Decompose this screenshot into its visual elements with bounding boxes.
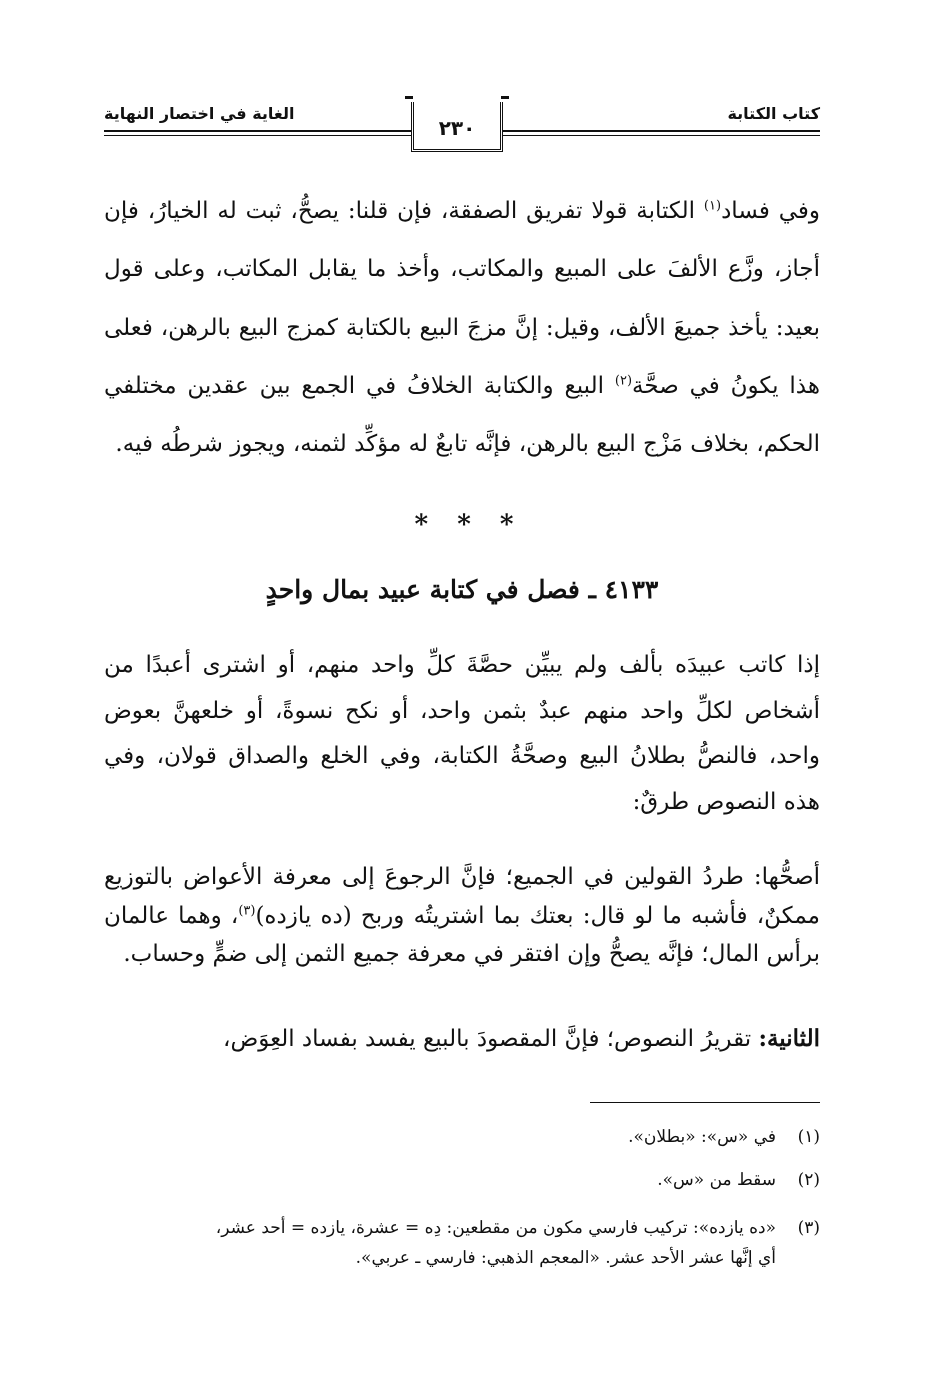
footnote-2: [104, 1165, 820, 1195]
running-header: [104, 96, 820, 154]
paragraph-1-text-b: الكتابة قولا تفريق الصفقة، فإن قلنا: يصحُّ، ثبت له الخيارُ، فإن أجاز، وزَّع الألفَ على المبيع والمكاتب، وأخذ ما يقابل المكاتب، وعلى قول بعيد: يأخذ جميعَ الألف، وقيل: إنَّ مزجَ البيع بالكتابة كمزج البيع بالرهن، فعلى هذا يكونُ في صحَّة: [104, 198, 820, 399]
page-number-frame: [411, 102, 503, 152]
paragraph-1-text-a: وفي فساد: [721, 198, 820, 224]
paragraph-4-text: تقريرُ النصوص؛ فإنَّ المقصودَ بالبيع يفسد بفساد العِوَض،: [223, 1026, 759, 1052]
footnote-3-continuation: أي إنَّها عشر الأحد عشر. «المعجم الذهبي: فارسي ـ عربي».: [355, 1248, 776, 1268]
paragraph-3-text-a: أصحُّها: طردُ القولين في الجميع؛ فإنَّ الرجوعَ إلى معرفة الأعواض بالتوزيع ممكنٌ، فأشبه ما لو قال: بعتك بما اشتريتُه وربح (ده يازده): [104, 864, 820, 929]
footnote-ref-2[interactable]: (٢): [614, 373, 633, 389]
paragraph-3-text-b: ، وهما عالمان برأس المال؛ فإنَّه يصحُّ وإن افتقر في معرفة جميع الثمن إلى ضمٍّ وحساب.: [104, 902, 820, 967]
section-heading: ٤١٣٣ ـ فصل في كتابة عبيد بمال واحدٍ: [265, 575, 659, 604]
footnote-1-text: في «س»: «بطلان».: [628, 1127, 776, 1147]
footnote-1-number: (١): [797, 1127, 820, 1147]
page-number: ٢٣٠: [438, 116, 476, 140]
footnote-2-text: سقط من «س».: [657, 1170, 776, 1190]
paragraph-4-lead: الثانية:: [758, 1025, 820, 1052]
paragraph-4: [104, 1020, 820, 1058]
paragraph-2: إذا كاتب عبيدَه بألف ولم يبيِّن حصَّةَ كلِّ واحد منهم، أو اشترى أعبدًا من أشخاص لكلِّ واحد منهم عبدٌ بثمن واحد، أو نكح نسوةً، أو خلعهنَّ بعوض واحد، فالنصُّ بطلانُ البيع وصحَّةُ الكتابة، وفي الخلع والصداق قولان، وفي هذه النصوص طرقٌ:: [104, 652, 820, 815]
section-separator: * * *: [414, 510, 524, 540]
footnote-2-number: (٢): [797, 1170, 820, 1190]
book-title: الغاية في اختصار النهاية: [104, 104, 295, 123]
footnote-rule: [590, 1102, 820, 1103]
paragraph-3: [104, 858, 820, 974]
footnote-3: [104, 1213, 820, 1273]
footnote-3-number: (٣): [797, 1218, 820, 1238]
footnote-ref-3[interactable]: (٣): [238, 902, 256, 918]
footnote-ref-1[interactable]: (١): [703, 198, 722, 214]
chapter-title: كتاب الكتابة: [727, 104, 820, 123]
paragraph-1-text-c: البيع والكتابة الخلافُ في الجمع بين عقدين مختلفي الحكم، بخلاف مَزْج البيع بالرهن، فإنَّه تابعٌ له مؤكِّد لثمنه، ويجوز شرطُه فيه.: [104, 372, 820, 458]
footnote-1: [104, 1122, 820, 1152]
paragraph-1: [104, 182, 820, 473]
footnote-3-text: «ده يازده»: تركيب فارسي مكون من مقطعين: دِه = عشرة، يازده = أحد عشر،: [215, 1218, 776, 1238]
